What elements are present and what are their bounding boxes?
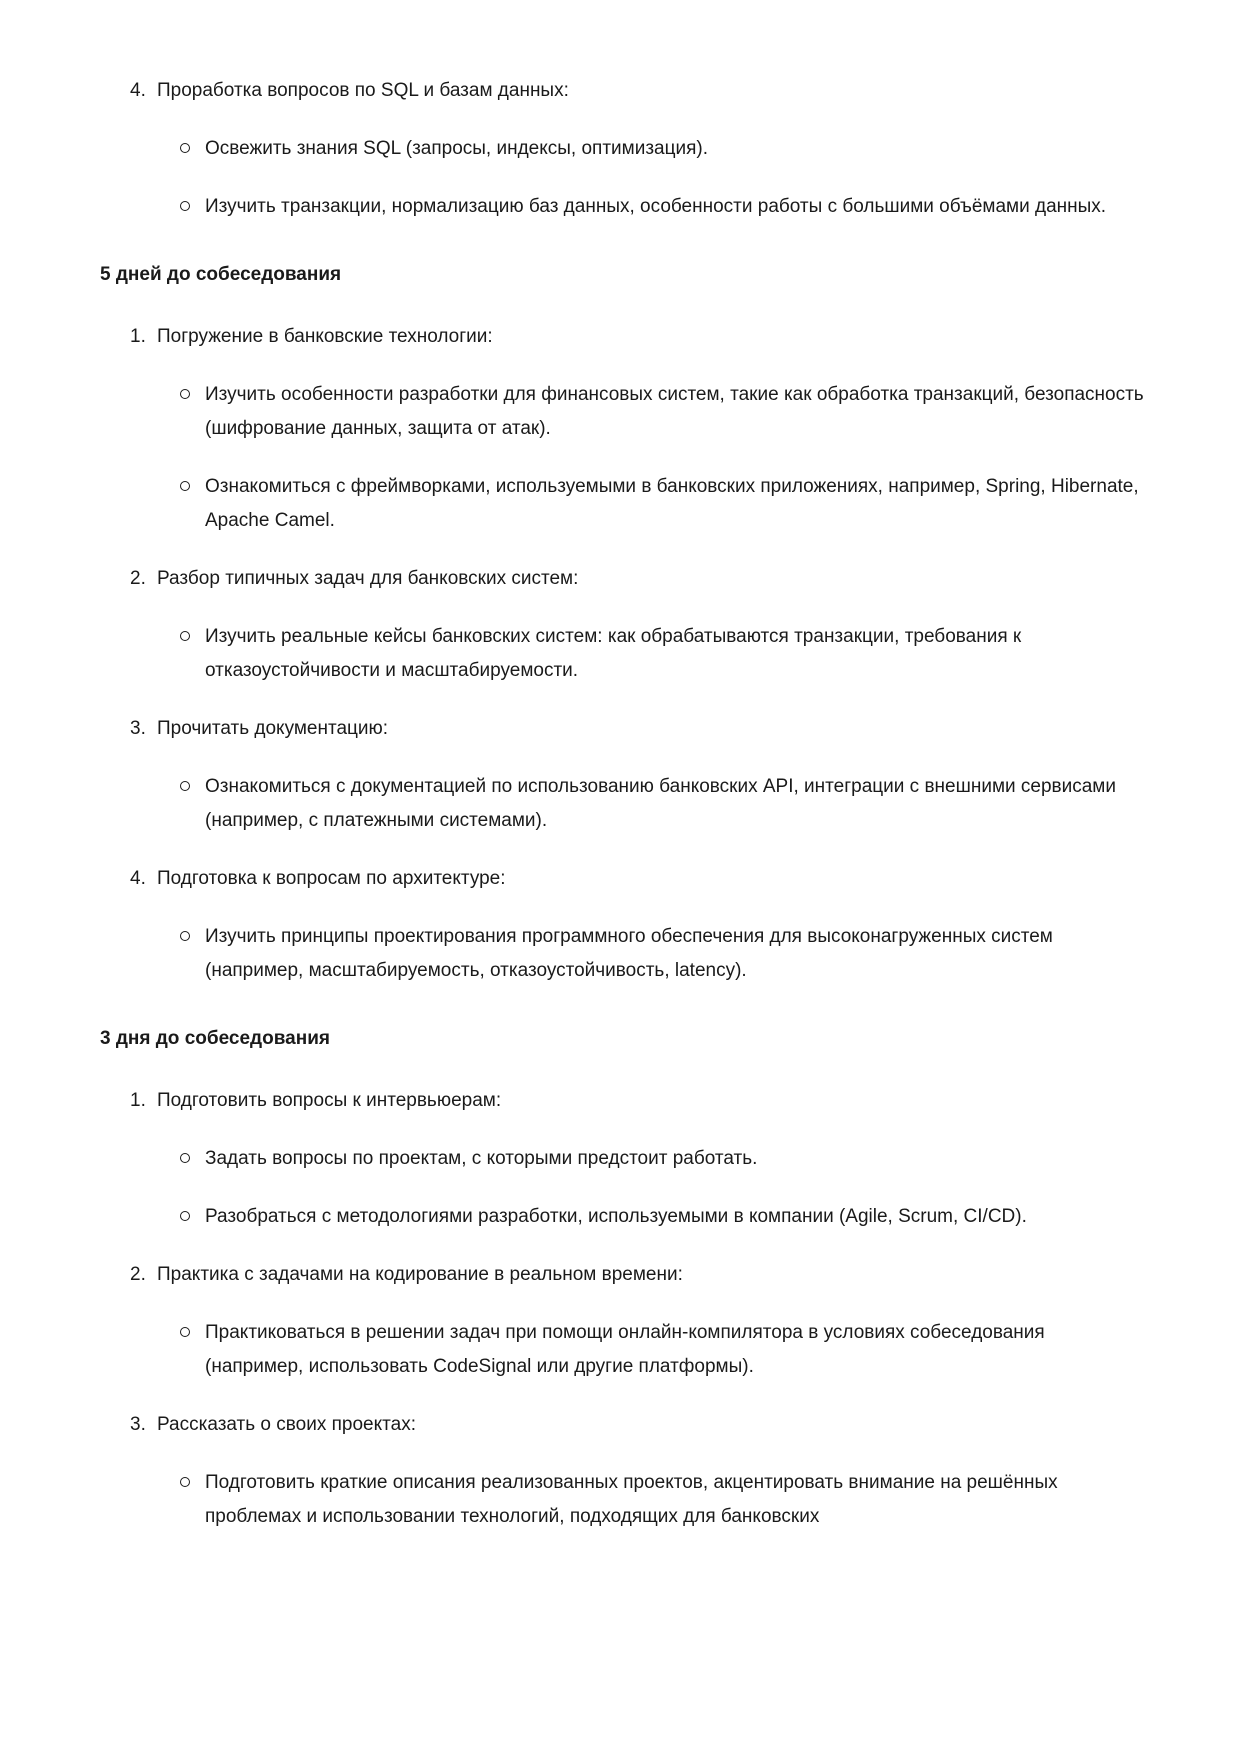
bullet-list-item <box>100 620 1144 688</box>
list-item-text: Изучить реальные кейсы банковских систем: как обрабатываются транзакции, требования к отказоустойчивости и масштабируемости. <box>205 626 1022 681</box>
list-number: 1. <box>130 1090 146 1111</box>
list-item-text: Ознакомиться с документацией по использованию банковских API, интеграции с внешними сервисами (например, с платежными системами). <box>205 776 1116 831</box>
hollow-bullet-icon <box>180 481 190 491</box>
list-number: 4. <box>130 868 146 889</box>
list-number: 4. <box>130 80 146 101</box>
list-item-text: Подготовить вопросы к интервьюерам: <box>157 1090 502 1111</box>
hollow-bullet-icon <box>180 781 190 791</box>
list-item-text: Рассказать о своих проектах: <box>157 1414 416 1435</box>
hollow-bullet-icon <box>180 1153 190 1163</box>
bullet-list-item <box>100 470 1144 538</box>
hollow-bullet-icon <box>180 1211 190 1221</box>
bullet-list-item <box>100 378 1144 446</box>
list-item-text: Практика с задачами на кодирование в реальном времени: <box>157 1264 683 1285</box>
list-item-text: Задать вопросы по проектам, с которыми предстоит работать. <box>205 1148 758 1169</box>
section-heading: 5 дней до собеседования <box>100 264 342 285</box>
list-item-text: Освежить знания SQL (запросы, индексы, оптимизация). <box>205 138 709 159</box>
list-number: 3. <box>130 1414 146 1435</box>
numbered-list-item <box>100 1258 1144 1292</box>
hollow-bullet-icon <box>180 931 190 941</box>
hollow-bullet-icon <box>180 1327 190 1337</box>
list-number: 3. <box>130 718 146 739</box>
list-item-text: Проработка вопросов по SQL и базам данных: <box>157 80 569 101</box>
bullet-list-item <box>100 1142 1144 1176</box>
list-item-text: Прочитать документацию: <box>157 718 389 739</box>
list-item-text: Погружение в банковские технологии: <box>157 326 493 347</box>
list-item-text: Практиковаться в решении задач при помощи онлайн-компилятора в условиях собеседования (например, использовать CodeSignal или другие платформы). <box>205 1322 1045 1377</box>
bullet-list-item <box>100 132 1144 166</box>
bullet-list-item <box>100 770 1144 838</box>
bullet-list-item <box>100 190 1144 224</box>
hollow-bullet-icon <box>180 389 190 399</box>
numbered-list-item <box>100 1084 1144 1118</box>
list-number: 1. <box>130 326 146 347</box>
list-item-text: Изучить транзакции, нормализацию баз данных, особенности работы с большими объёмами данных. <box>205 196 1107 217</box>
list-item-text: Разбор типичных задач для банковских систем: <box>157 568 579 589</box>
numbered-list-item <box>100 74 1144 108</box>
numbered-list-item <box>100 712 1144 746</box>
list-item-text: Разобраться с методологиями разработки, используемыми в компании (Agile, Scrum, CI/CD). <box>205 1206 1027 1227</box>
bullet-list-item <box>100 920 1144 988</box>
bullet-list-item <box>100 1466 1144 1534</box>
list-item-text: Изучить принципы проектирования программного обеспечения для высоконагруженных систем (например, масштабируемость, отказоустойчивость, latency). <box>205 926 1053 981</box>
hollow-bullet-icon <box>180 201 190 211</box>
section-heading: 3 дня до собеседования <box>100 1028 330 1049</box>
numbered-list-item <box>100 1408 1144 1442</box>
list-item-text: Подготовить краткие описания реализованных проектов, акцентировать внимание на решённых проблемах и использовании технологий, подходящих для банковских <box>205 1472 1058 1527</box>
list-item-text: Изучить особенности разработки для финансовых систем, такие как обработка транзакций, безопасность (шифрование данных, защита от атак). <box>205 384 1144 439</box>
list-number: 2. <box>130 1264 146 1285</box>
numbered-list-item <box>100 320 1144 354</box>
numbered-list-item <box>100 562 1144 596</box>
hollow-bullet-icon <box>180 631 190 641</box>
bullet-list-item <box>100 1200 1144 1234</box>
numbered-list-item <box>100 862 1144 896</box>
list-item-text: Подготовка к вопросам по архитектуре: <box>157 868 506 889</box>
hollow-bullet-icon <box>180 1477 190 1487</box>
list-number: 2. <box>130 568 146 589</box>
bullet-list-item <box>100 1316 1144 1384</box>
hollow-bullet-icon <box>180 143 190 153</box>
list-item-text: Ознакомиться с фреймворками, используемыми в банковских приложениях, например, Spring, Hibernate, Apache Camel. <box>205 476 1139 531</box>
